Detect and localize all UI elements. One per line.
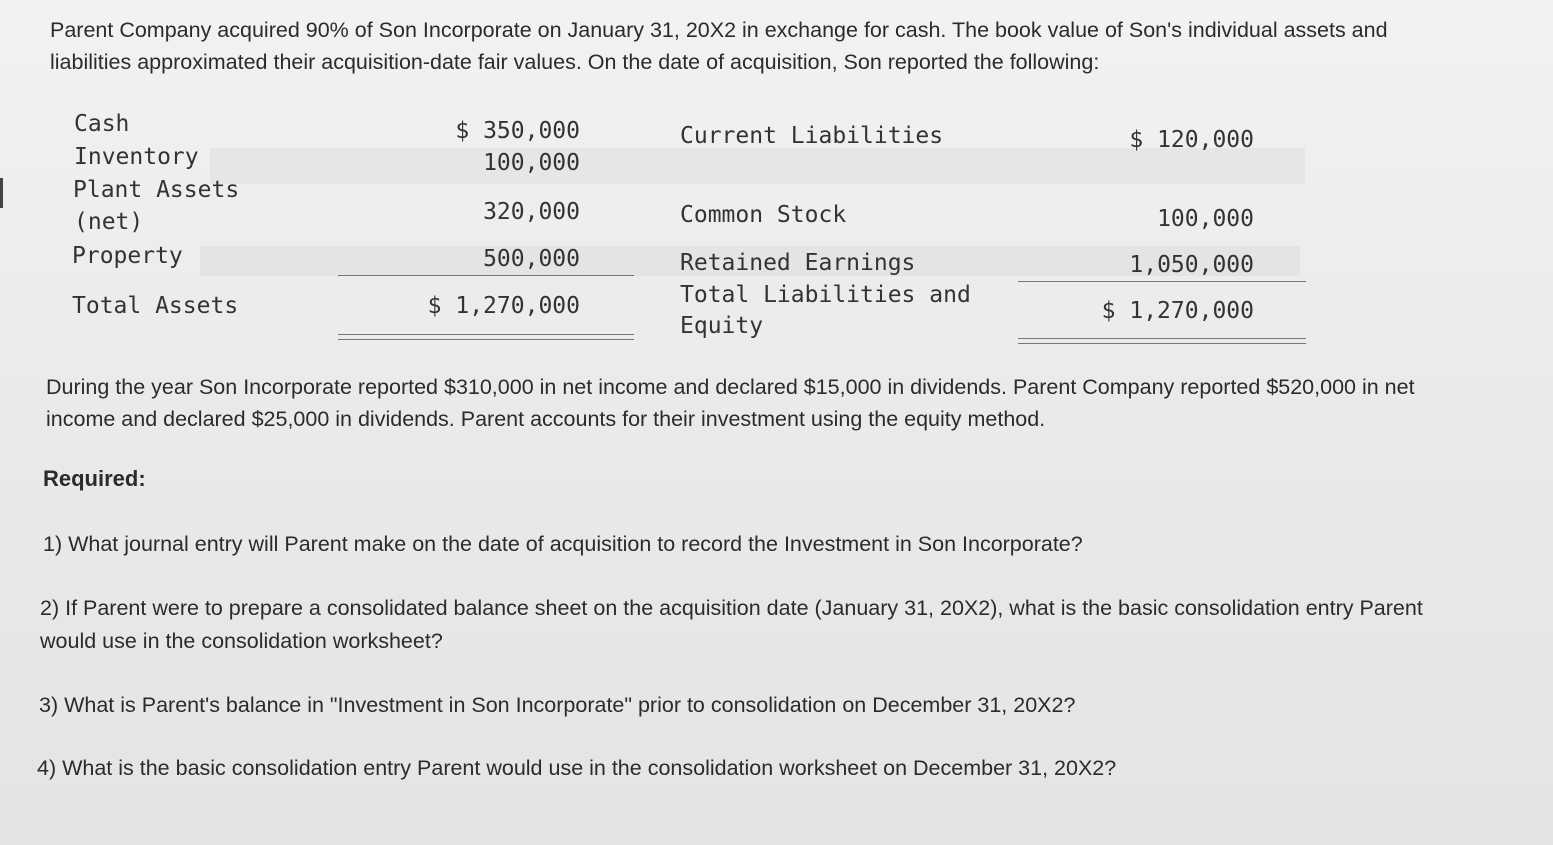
cash-label: Cash: [74, 111, 130, 137]
property-value: 500,000: [483, 246, 580, 272]
required-heading: Required:: [43, 466, 146, 491]
plant-assets-value: 320,000: [483, 199, 580, 225]
retained-earnings-label: Retained Earnings: [680, 250, 916, 276]
question-4: 4) What is the basic consolidation entry Parent would use in the consolidation worksheet on December 31, 20X2?: [37, 756, 1117, 780]
question-1: 1) What journal entry will Parent make on the date of acquisition to record the Investment in Son Incorporate?: [43, 532, 1083, 556]
liabilities-subtotal-rule: [1018, 281, 1306, 282]
retained-earnings-value: 1,050,000: [1129, 252, 1254, 278]
page-edge-mark: [0, 178, 3, 208]
assets-subtotal-rule: [338, 275, 634, 276]
total-liabilities-equity-label: Equity: [680, 313, 764, 339]
total-assets-value: $ 1,270,000: [427, 293, 580, 319]
common-stock-value: 100,000: [1157, 206, 1254, 232]
total-liabilities-value: $ 1,270,000: [1101, 298, 1254, 324]
property-label: Property: [72, 243, 183, 269]
assets-total-double-rule: [338, 334, 634, 340]
inventory-value: 100,000: [483, 150, 580, 176]
question-2: 2) If Parent were to prepare a consolidated balance sheet on the acquisition date (January 31, 20X2), what is the basic consolidation entry Parent would use in the consolidation worksheet?: [40, 596, 1423, 653]
current-liabilities-value: $ 120,000: [1129, 127, 1254, 153]
common-stock-label: Common Stock: [680, 202, 847, 228]
current-liabilities-label: Current Liabilities: [680, 123, 944, 149]
during-year-paragraph: During the year Son Incorporate reported $310,000 in net income and declared $15,000 in dividends. Parent Company reported $520,000 in net income and declared $25,000 in dividends. Parent accounts for their investment using the equity method.: [46, 375, 1415, 431]
cash-value: $ 350,000: [455, 118, 580, 144]
plant-assets-label: Plant Assets: [73, 177, 240, 203]
inventory-label: Inventory: [74, 144, 199, 170]
question-3: 3) What is Parent's balance in "Investment in Son Incorporate" prior to consolidation on December 31, 20X2?: [39, 693, 1076, 717]
liabilities-total-double-rule: [1018, 338, 1306, 344]
total-liabilities-label: Total Liabilities and: [680, 282, 971, 308]
plant-assets-net-label: (net): [74, 209, 144, 235]
total-assets-label: Total Assets: [72, 293, 239, 319]
intro-paragraph: Parent Company acquired 90% of Son Incorporate on January 31, 20X2 in exchange for cash. The book value of Son's individual assets and liabilities approximated their acquisition-date fair values. On the date of acquisition, Son reported the following:: [50, 18, 1388, 74]
